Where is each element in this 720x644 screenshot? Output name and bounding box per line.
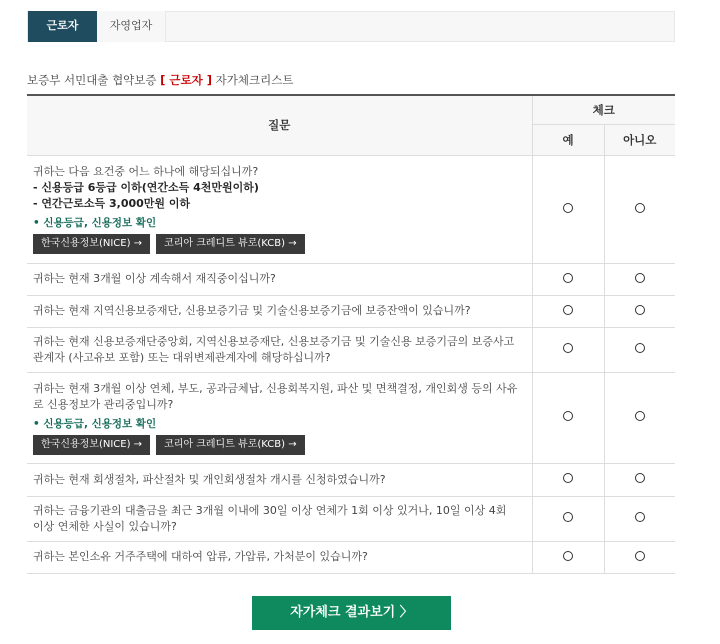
table-row bbox=[27, 541, 675, 573]
table-row bbox=[27, 496, 675, 541]
yes-cell bbox=[532, 372, 604, 463]
kcb-credit-button[interactable]: 코리아 크레디트 뷰로(KCB) → bbox=[156, 435, 305, 455]
heading-highlight: [ 근로자 ] bbox=[160, 73, 213, 87]
checklist-heading bbox=[27, 72, 293, 88]
yes-cell bbox=[532, 463, 604, 496]
no-cell bbox=[604, 295, 675, 327]
table-row bbox=[27, 463, 675, 496]
no-radio[interactable] bbox=[635, 512, 645, 522]
view-result-button[interactable]: 자가체크 결과보기 〉 bbox=[252, 596, 451, 630]
yes-radio[interactable] bbox=[563, 305, 573, 315]
kcb-credit-button[interactable]: 코리아 크레디트 뷰로(KCB) → bbox=[156, 234, 305, 254]
question-cell bbox=[27, 263, 532, 295]
tab-worker[interactable]: 근로자 bbox=[28, 11, 97, 42]
no-cell bbox=[604, 263, 675, 295]
checklist-table bbox=[27, 94, 675, 574]
question-cell bbox=[27, 327, 532, 372]
no-radio[interactable] bbox=[635, 473, 645, 483]
question-text: - 연간근로소득 3,000만원 이하 bbox=[33, 197, 191, 210]
question-text: 귀하는 현재 신용보증재단중앙회, 지역신용보증재단, 신용보증기금 및 기술신용 보증기금의 보증사고 bbox=[33, 334, 515, 348]
table-row bbox=[27, 263, 675, 295]
question-cell bbox=[27, 295, 532, 327]
no-cell bbox=[604, 541, 675, 573]
yes-cell bbox=[532, 263, 604, 295]
no-cell bbox=[604, 155, 675, 263]
yes-cell bbox=[532, 327, 604, 372]
yes-cell bbox=[532, 541, 604, 573]
no-radio[interactable] bbox=[635, 305, 645, 315]
question-text: 이상 연체한 사실이 있습니까? bbox=[33, 519, 177, 533]
table-row bbox=[27, 295, 675, 327]
no-cell bbox=[604, 327, 675, 372]
column-header-question: 질문 bbox=[27, 95, 532, 155]
yes-cell bbox=[532, 295, 604, 327]
credit-check-note: • 신용등급, 신용정보 확인 bbox=[33, 217, 157, 229]
question-cell bbox=[27, 372, 532, 463]
column-header-no: 아니오 bbox=[604, 124, 675, 155]
question-text: 귀하는 현재 회생절차, 파산절차 및 개인회생절차 개시를 신청하였습니까? bbox=[33, 472, 386, 486]
question-cell bbox=[27, 496, 532, 541]
no-radio[interactable] bbox=[635, 551, 645, 561]
no-cell bbox=[604, 463, 675, 496]
no-cell bbox=[604, 496, 675, 541]
table-row bbox=[27, 372, 675, 463]
heading-prefix: 보증부 서민대출 협약보증 bbox=[27, 73, 161, 87]
question-text: 귀하는 본인소유 거주주택에 대하여 압류, 가압류, 가처분이 있습니까? bbox=[33, 550, 368, 563]
yes-radio[interactable] bbox=[563, 411, 573, 421]
no-radio[interactable] bbox=[635, 203, 645, 213]
question-text: 로 신용정보가 관리중입니까? bbox=[33, 397, 174, 411]
question-cell bbox=[27, 541, 532, 573]
question-cell bbox=[27, 155, 532, 263]
question-text: 귀하는 금융기관의 대출금을 최근 3개월 이내에 30일 이상 연체가 1회 이상 있거나, 10일 이상 4회 bbox=[33, 503, 507, 517]
question-text: - 신용등급 6등급 이하(연간소득 4천만원이하) bbox=[33, 181, 259, 194]
yes-radio[interactable] bbox=[563, 273, 573, 283]
tab-bar bbox=[27, 11, 675, 42]
credit-check-note: • 신용등급, 신용정보 확인 bbox=[33, 417, 157, 430]
no-radio[interactable] bbox=[635, 343, 645, 353]
yes-cell bbox=[532, 496, 604, 541]
table-row bbox=[27, 327, 675, 372]
table-row bbox=[27, 155, 675, 263]
yes-cell bbox=[532, 155, 604, 263]
yes-radio[interactable] bbox=[563, 343, 573, 353]
question-cell bbox=[27, 463, 532, 496]
nice-credit-button[interactable]: 한국신용정보(NICE) → bbox=[33, 435, 150, 455]
yes-radio[interactable] bbox=[563, 512, 573, 522]
question-text: 귀하는 현재 3개월 이상 계속해서 재직중이십니까? bbox=[33, 272, 276, 285]
column-header-yes: 예 bbox=[532, 124, 604, 155]
question-text: 관계자 (사고유보 포함) 또는 대위변제관계자에 해당하십니까? bbox=[33, 350, 331, 364]
yes-radio[interactable] bbox=[563, 551, 573, 561]
yes-radio[interactable] bbox=[563, 473, 573, 483]
credit-check-buttons bbox=[33, 234, 526, 254]
nice-credit-button[interactable]: 한국신용정보(NICE) → bbox=[33, 234, 150, 254]
yes-radio[interactable] bbox=[563, 203, 573, 213]
credit-check-buttons bbox=[33, 435, 526, 455]
column-header-check: 체크 bbox=[532, 95, 675, 124]
question-text: 귀하는 현재 3개월 이상 연체, 부도, 공과금체납, 신용회복지원, 파산 및 면책결정, 개인회생 등의 사유 bbox=[33, 381, 518, 395]
question-text: 귀하는 현재 지역신용보증재단, 신용보증기금 및 기술신용보증기금에 보증잔액이 있습니까? bbox=[33, 304, 471, 317]
no-radio[interactable] bbox=[635, 411, 645, 421]
tab-self-employed[interactable]: 자영업자 bbox=[97, 11, 166, 42]
no-radio[interactable] bbox=[635, 273, 645, 283]
no-cell bbox=[604, 372, 675, 463]
heading-suffix: 자가체크리스트 bbox=[212, 73, 294, 87]
question-text: 귀하는 다음 요건중 어느 하나에 해당되십니까? bbox=[33, 165, 259, 178]
